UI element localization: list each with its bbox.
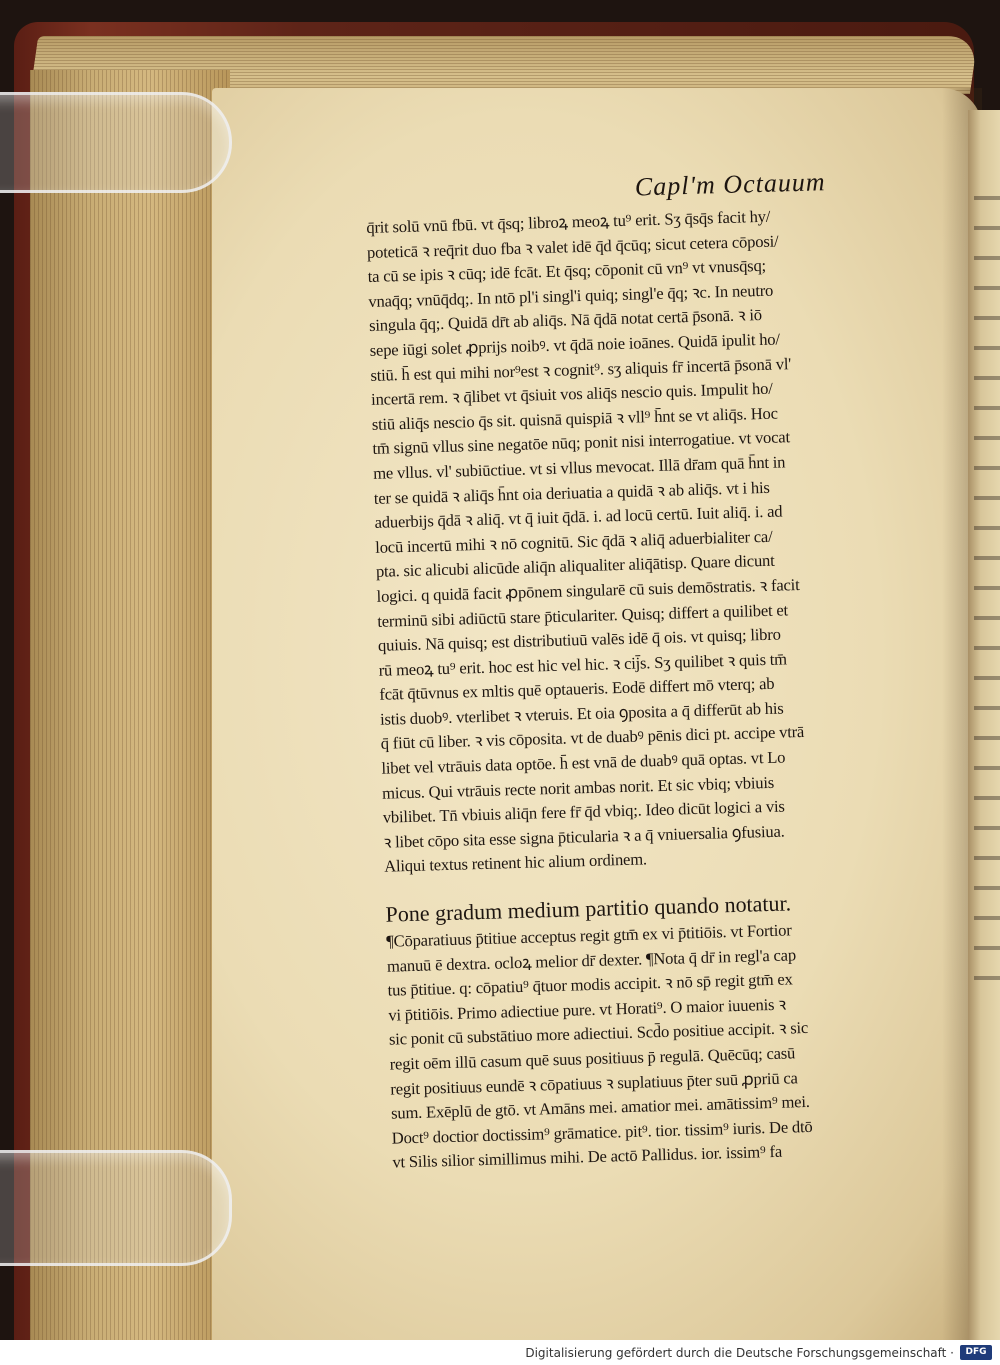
funding-credit: Digitalisierung gefördert durch die Deutsche Forschungsgemeinschaft · — [525, 1346, 954, 1360]
text-line: logici. q quidā facit ꝓpōnem singularē cū suis demōstratis. ꝛ facit — [376, 574, 800, 606]
text-line: tus p̄titiue. q: cōpatiu⁹ q̄tuor modis accipit. ꝛ nō sp̄ regit gtm̄ ex — [387, 969, 793, 1000]
text-line: ter se quidā ꝛ aliq̄s h̄nt oia deriuatia a quidā ꝛ ab aliq̄s. vt i his — [373, 477, 770, 508]
glass-weight-bottom — [0, 1150, 232, 1266]
text-line: pta. sic alicubi alicūde aliq̄n aliqualiter aliq̄ātisp. Quare dicunt — [375, 551, 775, 582]
text-line: terminū sibi adiūctū stare p̄ticulariter. Quisq; differt a quilibet et — [377, 599, 789, 631]
text-line: tm̄ signū vllus sine negatōe nūq; ponit nisi interrogatiue. vt vocat — [372, 427, 791, 459]
text-line: poteticā ꝛ req̄rit duo fba ꝛ valet idē q̄d q̄cūq; sicut cetera cōposi/ — [366, 231, 779, 262]
text-line: istis duobꝰ. vterlibet ꝛ vteruis. Et oia ꝯposita a q̄ differūt ab his — [379, 698, 784, 729]
text-line: ¶Cōparatiuus p̄titiue acceptus regit gtm̄ ex vi p̄titiōis. vt Fortior — [385, 920, 792, 951]
text-line: sic ponit cū substātiuo more adiectiui. Scd̄o positiue accipit. ꝛ sic — [388, 1018, 809, 1050]
text-line: libet vel vtrāuis data optōe. h̄ est vnā de duabꝰ quā optas. vt Lo — [381, 747, 786, 778]
text-line: q̄ fiūt cū liber. ꝛ vis cōposita. vt de duabꝰ pēnis dici pt. accipe vtrā — [380, 722, 805, 754]
text-line: stiū. h̄ est qui mihi nor⁹est ꝛ cognit⁹. sʒ aliquis fr̄ incertā p̄sonā vl' — [370, 353, 792, 385]
text-line: rū meoꝝ tu⁹ erit. hoc est hic vel hic. ꝛ cij̄s. Sʒ quilibet ꝛ quis tm̄ — [378, 649, 788, 680]
text-block — [365, 164, 983, 1176]
main-text — [366, 200, 974, 880]
text-line: manuū ē dextra. ocloꝝ melior dr̄ dexter. ¶Nota q̄ dr̄ in regl'a cap — [386, 944, 797, 976]
text-line: vbilibet. Tn̄ vbiuis aliq̄n fere fr̄ q̄d vbiq;. Ideo dicūt logici a vis — [382, 796, 785, 827]
text-line: Aliqui textus retinent hic alium ordinem. — [383, 849, 648, 877]
facing-page-text — [974, 180, 1000, 980]
text-line: aduerbijs q̄dā ꝛ aliq̄. vt q̄ iuit q̄dā. i. ad locū certū. Iuit aliq̄. i. ad — [374, 501, 783, 532]
footer-bar — [0, 1340, 1000, 1365]
text-line: q̄rit solū vnū fbū. vt q̄sq; libroꝝ meoꝝ tu⁹ erit. Sʒ q̄sq̄s facit hy/ — [366, 206, 771, 237]
dfg-logo: DFG — [960, 1345, 992, 1360]
running-head: Capl'm Octauum — [634, 167, 826, 202]
commentary-text — [386, 913, 983, 1175]
section-verse: Pone gradum medium partitio quando notatur. — [385, 890, 792, 927]
text-line: sum. Exēplū de gtō. vt Amāns mei. amatior mei. amātissim⁹ mei. — [390, 1092, 810, 1123]
text-line: vi p̄titiōis. Primo adiectiue pure. vt Horati⁹. O maior iuuenis ꝛ — [388, 994, 787, 1025]
text-line: stiū aliq̄s nescio q̄s sit. quisnā quispiā ꝛ vll⁹ h̄nt se vt aliq̄s. Hoc — [371, 403, 779, 434]
text-line: incertā rem. ꝛ q̄libet vt q̄siuit vos aliq̄s nescio quis. Impulit ho/ — [370, 378, 773, 410]
text-line: quiuis. Nā quisq; est distributiuū valēs idē q̄ ois. vt quisq; libro — [377, 624, 781, 655]
text-line: me vllus. vl' subiūctiue. vt si vllus mevocat. Illā dr̄am quā h̄nt in — [372, 452, 786, 483]
text-line: regit positiuus eundē ꝛ cōpatiuus ꝛ suplatiuus p̄ter suū ꝓpriū ca — [390, 1067, 798, 1099]
glass-weight-top — [0, 92, 232, 193]
text-line: vnaq̄q; vnūq̄dq;. In ntō pl'i singl'i quiq; singl'e q̄q; ꝛc. In neutro — [368, 280, 774, 311]
text-line: locū incertū mihi ꝛ nō cognitū. Sic q̄dā ꝛ aliq̄ aduerbialiter ca/ — [374, 526, 773, 557]
text-line: regit oēm illū casum quē suus positiuus p̄ regulā. Quēcūq; casū — [389, 1043, 796, 1074]
text-line: ꝛ libet cōpo sita esse signa p̄ticularia ꝛ a q̄ vniuersalia ꝯfusiua. — [383, 821, 785, 852]
text-line: fcāt q̄tūvnus ex mltis quē optaueris. Eodē differt mō vterq; ab — [379, 674, 775, 705]
text-line: Doct⁹ doctior doctissim⁹ grāmatice. pit⁹. tior. tissim⁹ iuris. De dtō — [391, 1116, 813, 1148]
text-line: ta cū se ipis ꝛ cūq; idē fcāt. Et q̄sq; cōponit cū vn⁹ vt vnusq̄sq; — [367, 256, 767, 287]
text-line: micus. Qui vtrāuis recte norit ambas norit. Et sic vbiq; vbiuis — [381, 772, 775, 803]
text-line: singula q̄q;. Quidā dr̄t ab aliq̄s. Nā q̄dā notat certā p̄sonā. ꝛ iō — [368, 305, 763, 336]
text-line: vt Silis silior simillimus mihi. De actō Pallidus. ior. issim⁹ fa — [392, 1142, 783, 1172]
text-line: sepe iūgi solet ꝓprijs noibꝰ. vt q̄dā noie ioānes. Quidā ipulit ho/ — [369, 329, 781, 360]
